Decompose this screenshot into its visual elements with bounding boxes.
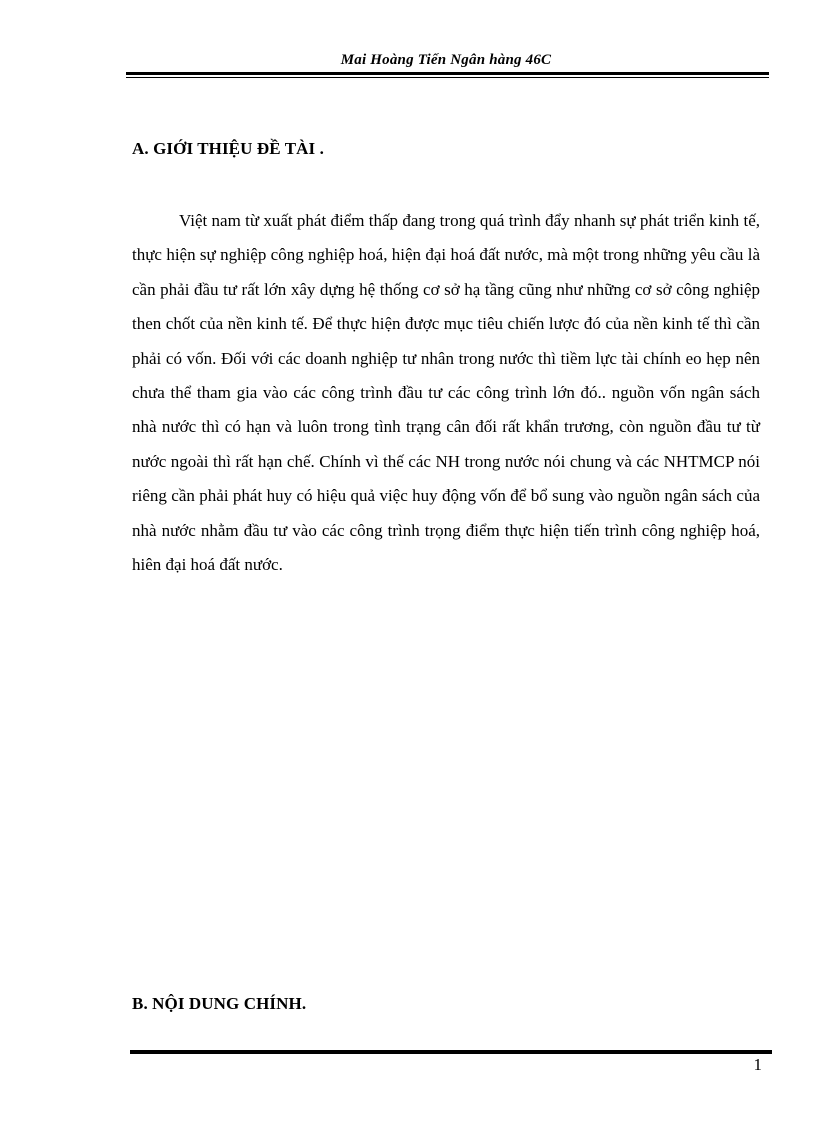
header-title: Mai Hoàng Tiến Ngân hàng 46C [340,52,552,68]
section-b-heading: B. NỘI DUNG CHÍNH. [132,994,307,1013]
section-a-heading: A. GIỚI THIỆU ĐỀ TÀI . [132,139,324,158]
header-rule [126,72,769,78]
section-a-paragraph: Việt nam từ xuất phát điểm thấp đang trong quá trình đẩy nhanh sự phát triển kinh tế, thực hiện sự nghiệp công nghiệp hoá, hiện đại hoá đất nước, mà một trong những yêu cầu là cần phải đầu tư rất lớn xây dựng hệ thống cơ sở hạ tầng cũng như những cơ sở công nghiệp then chốt của nền kinh tế. Để thực hiện được mục tiêu chiến lược đó của nền kinh tế thì cần phải có vốn. Đối với các doanh nghiệp tư nhân trong nước thì tiềm lực tài chính eo hẹp nên chưa thể tham gia vào các công trình đầu tư các công trình lớn đó.. nguồn vốn ngân sách nhà nước thì có hạn và luôn trong tình trạng cân đối rất khẩn trương, còn nguồn đầu tư từ nước ngoài thì rất hạn chế. Chính vì thế các NH trong nước nói chung và các NHTMCP nói riêng cần phải phát huy có hiệu quả việc huy động vốn để bổ sung vào nguồn ngân sách của nhà nước nhằm đầu tư vào các công trình trọng điểm thực hiện tiến trình công nghiệp hoá, hiên đại hoá đất nước. [132,211,760,575]
footer-rule [130,1048,772,1054]
page-number: 1 [753,1055,762,1074]
